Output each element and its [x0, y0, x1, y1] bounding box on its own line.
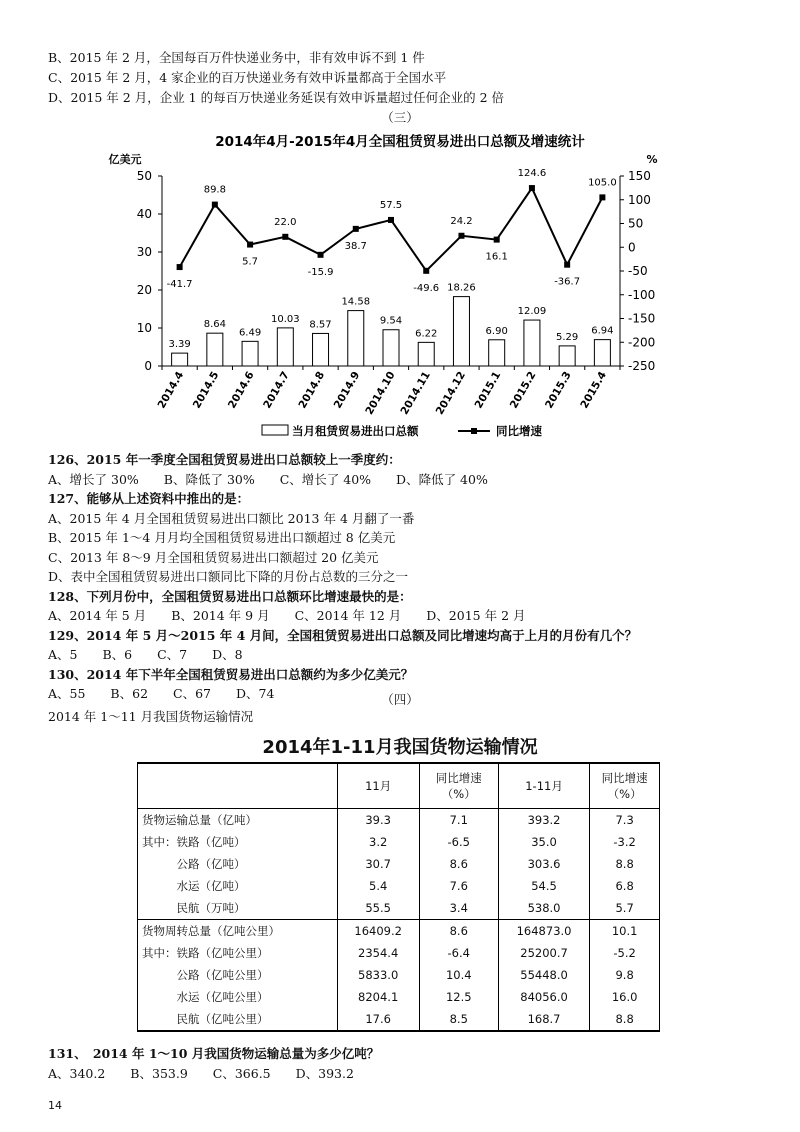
growth-point [212, 202, 218, 208]
chart-title: 2014年4月-2015年4月全国租赁贸易进出口总额及增速统计 [215, 134, 585, 150]
table-cell: 5.4 [337, 875, 419, 897]
growth-value-label: -49.6 [413, 282, 440, 294]
legend-line-marker [471, 428, 477, 434]
question-option-line: A、增长了 30% B、降低了 30% C、增长了 40% D、降低了 40% [48, 471, 488, 487]
x-tick-label: 2014.5 [190, 369, 222, 411]
table-cell: 5.7 [590, 897, 660, 920]
section-4-heading: （四） [381, 692, 419, 707]
y-tick-label: 40 [136, 207, 152, 221]
y2-tick-label: 50 [628, 216, 644, 231]
table-row [138, 942, 660, 964]
y2-tick-label: -50 [628, 264, 648, 278]
table-cell: 17.6 [337, 1008, 419, 1031]
y-tick-label: 30 [136, 245, 152, 259]
table-cell: 9.8 [590, 964, 660, 986]
table-row-label: 公路（亿吨公里） [138, 964, 338, 986]
y-tick-label: 0 [144, 359, 152, 373]
table-cell: 8204.1 [337, 986, 419, 1008]
table-row [138, 920, 660, 943]
x-tick-label: 2014.6 [226, 369, 257, 411]
bar-value-label: 3.39 [168, 339, 191, 351]
question-131-stem: 131、 2014 年 1～10 月我国货物运输总量为多少亿吨？ [48, 1046, 380, 1061]
table-cell: 303.6 [498, 853, 589, 875]
bar-value-label: 10.03 [270, 313, 300, 325]
growth-value-label: 57.5 [379, 199, 403, 211]
growth-point [564, 262, 570, 268]
bar-value-label: 6.22 [415, 328, 438, 340]
growth-value-label: 24.2 [450, 215, 473, 227]
bar [277, 328, 293, 366]
table-header-row [138, 763, 660, 809]
growth-point [458, 233, 464, 239]
growth-value-label: 16.1 [485, 251, 508, 263]
y2-tick-label: -150 [628, 311, 656, 326]
bar-value-label: 5.29 [556, 331, 579, 343]
x-tick-label: 2015.3 [543, 369, 574, 411]
table-cell: 7.6 [419, 875, 498, 897]
y-tick-label: 10 [136, 321, 152, 335]
table-cell: -6.5 [419, 831, 498, 853]
bar [594, 340, 610, 366]
question-stem: 129、2014 年 5 月～2015 年 4 月间，全国租赁贸易进出口总额及同比增速均高于上月的月份有几个？ [48, 627, 638, 643]
table-row-label: 公路（亿吨） [138, 853, 338, 875]
growth-value-label: 38.7 [344, 240, 367, 252]
lease-trade-chart [100, 128, 680, 458]
table-cell: 10.4 [419, 964, 498, 986]
option-d-line: D、2015 年 2 月，企业 1 的每百万快递业务延误有效申诉量超过任何企业的 2 倍 [48, 90, 505, 105]
x-tick-label: 2014.12 [433, 369, 469, 417]
table-row-label: 其中：铁路（亿吨） [138, 831, 338, 853]
y-tick-label: 50 [136, 169, 152, 183]
bar [453, 297, 469, 366]
table-cell: -3.2 [590, 831, 660, 853]
table-cell: 8.6 [419, 853, 498, 875]
question-option-line: B、2015 年 1～4 月月均全国租赁贸易进出口额超过 8 亿美元 [48, 530, 396, 545]
growth-point [599, 194, 605, 200]
bar [383, 330, 399, 366]
bar-value-label: 6.90 [485, 325, 508, 337]
table-row [138, 831, 660, 853]
table-cell: 2354.4 [337, 942, 419, 964]
x-tick-label: 2014.7 [261, 369, 292, 411]
table-row-label: 其中：铁路（亿吨公里） [138, 942, 338, 964]
growth-value-label: 5.7 [242, 256, 259, 268]
table-cell: 8.6 [419, 920, 498, 943]
y-tick-label: 20 [136, 283, 152, 297]
table-header-cell: 11月 [337, 763, 419, 809]
legend-line-label: 同比增速 [496, 424, 542, 438]
question-131-options: A、340.2 B、353.9 C、366.5 D、393.2 [48, 1066, 354, 1081]
growth-point [282, 234, 288, 240]
table-row [138, 809, 660, 832]
question-stem: 127、能够从上述资料中推出的是： [48, 491, 250, 506]
section-3-heading: （三） [381, 110, 419, 125]
x-tick-label: 2014.10 [363, 369, 398, 417]
table-cell: 6.8 [590, 875, 660, 897]
question-option-line: D、表中全国租赁贸易进出口额同比下降的月份占总数的三分之一 [48, 569, 409, 584]
table-row [138, 853, 660, 875]
table-header-cell [138, 763, 338, 809]
freight-table-title: 2014年1-11月我国货物运输情况 [262, 737, 538, 758]
bar-value-label: 9.54 [379, 315, 403, 327]
table-cell: 8.5 [419, 1008, 498, 1031]
x-tick-label: 2014.8 [296, 369, 328, 411]
table-cell: 10.1 [590, 920, 660, 943]
table-cell: 16409.2 [337, 920, 419, 943]
bar [348, 311, 364, 366]
table-cell: 3.4 [419, 897, 498, 920]
table-row-label: 民航（万吨） [138, 897, 338, 920]
bar [559, 346, 575, 366]
table-row [138, 897, 660, 920]
bar-value-label: 14.58 [341, 296, 371, 308]
page-number: 14 [48, 1099, 62, 1112]
growth-point [247, 242, 253, 248]
table-cell: 30.7 [337, 853, 419, 875]
bar-value-label: 18.26 [447, 282, 476, 294]
table-cell: 393.2 [498, 809, 589, 832]
bar [489, 340, 505, 366]
bar [242, 341, 258, 366]
table-row-label: 货物运输总量（亿吨） [138, 809, 338, 832]
table-cell: 5833.0 [337, 964, 419, 986]
question-option-line: A、2015 年 4 月全国租赁贸易进出口额比 2013 年 4 月翻了一番 [48, 510, 415, 526]
y2-tick-label: -200 [628, 335, 656, 350]
bar [313, 333, 329, 366]
table-cell: 35.0 [498, 831, 589, 853]
y2-tick-label: 0 [628, 240, 636, 255]
x-tick-label: 2014.9 [331, 369, 363, 411]
growth-point [494, 237, 500, 243]
table-cell: 164873.0 [498, 920, 589, 943]
bar [207, 333, 223, 366]
table-row [138, 964, 660, 986]
freight-table [137, 762, 660, 1032]
table-row-label: 水运（亿吨） [138, 875, 338, 897]
y2-tick-label: 150 [628, 169, 651, 183]
chart-y-axis-label: 亿美元 [108, 153, 142, 166]
bar-value-label: 6.94 [591, 325, 614, 337]
growth-value-label: 105.0 [588, 177, 617, 189]
growth-point [177, 264, 183, 270]
table-cell: 7.1 [419, 809, 498, 832]
table-cell: 25200.7 [498, 942, 589, 964]
question-stem: 128、下列月份中，全国租赁贸易进出口总额环比增速最快的是： [48, 588, 412, 604]
growth-value-label: -41.7 [166, 279, 193, 291]
table-cell: 54.5 [498, 875, 589, 897]
table-row-label: 货物周转总量（亿吨公里） [138, 920, 338, 943]
growth-value-label: -36.7 [554, 276, 581, 288]
table-header-cell: 同比增速（%） [590, 763, 660, 809]
table-cell: 12.5 [419, 986, 498, 1008]
table-cell: 84056.0 [498, 986, 589, 1008]
table-cell: 55.5 [337, 897, 419, 920]
table-row [138, 875, 660, 897]
table-row [138, 986, 660, 1008]
growth-point [318, 252, 324, 258]
y2-tick-label: -100 [628, 287, 656, 302]
chart-y2-axis-label: % [646, 153, 658, 166]
x-tick-label: 2015.4 [578, 369, 609, 411]
growth-value-label: 89.8 [203, 184, 226, 196]
question-option-line: A、5 B、6 C、7 D、8 [48, 647, 243, 662]
table-cell: -5.2 [590, 942, 660, 964]
table-cell: 3.2 [337, 831, 419, 853]
y2-tick-label: -250 [628, 359, 656, 373]
growth-value-label: 22.0 [274, 216, 297, 228]
question-option-line: A、55 B、62 C、67 D、74 [48, 686, 275, 701]
x-tick-label: 2015.1 [472, 369, 504, 411]
table-cell: 55448.0 [498, 964, 589, 986]
table-cell: 8.8 [590, 853, 660, 875]
bar-value-label: 6.49 [238, 327, 262, 339]
table-cell: 538.0 [498, 897, 589, 920]
option-b-line: B、2015 年 2 月，全国每百万件快递业务中，非有效申诉不到 1 件 [48, 50, 425, 65]
table-header-cell: 同比增速（%） [419, 763, 498, 809]
table-cell: 168.7 [498, 1008, 589, 1031]
growth-point [388, 217, 394, 223]
growth-point [423, 268, 429, 274]
option-c-line: C、2015 年 2 月，4 家企业的百万快递业务有效申诉量都高于全国水平 [48, 70, 447, 85]
table-cell: 7.3 [590, 809, 660, 832]
legend-bar-swatch [262, 425, 288, 435]
question-stem: 130、2014 年下半年全国租赁贸易进出口总额约为多少亿美元？ [48, 666, 414, 682]
growth-value-label: 124.6 [517, 168, 547, 180]
legend-bar-label: 当月租赁贸易进出口总额 [292, 424, 419, 438]
table-header-cell: 1-11月 [498, 763, 589, 809]
bar [418, 342, 434, 366]
table-cell: 8.8 [590, 1008, 660, 1031]
table-row [138, 1008, 660, 1031]
bar-value-label: 8.57 [309, 319, 332, 331]
y2-tick-label: 100 [628, 192, 651, 207]
table-cell: -6.4 [419, 942, 498, 964]
table-row-label: 水运（亿吨公里） [138, 986, 338, 1008]
section-4-intro: 2014 年 1～11 月我国货物运输情况 [48, 709, 254, 724]
question-stem: 126、2015 年一季度全国租赁贸易进出口总额较上一季度约： [48, 452, 401, 467]
table-cell: 16.0 [590, 986, 660, 1008]
x-tick-label: 2014.4 [155, 369, 187, 411]
bar [524, 320, 540, 366]
bar [172, 353, 188, 366]
bar-value-label: 12.09 [517, 306, 547, 318]
table-row-label: 民航（亿吨公里） [138, 1008, 338, 1031]
question-option-line: C、2013 年 8～9 月全国租赁贸易进出口额超过 20 亿美元 [48, 549, 379, 565]
growth-point [529, 185, 535, 191]
table-cell: 39.3 [337, 809, 419, 832]
growth-value-label: -15.9 [307, 266, 334, 278]
bar-value-label: 8.64 [203, 319, 226, 331]
question-option-line: A、2014 年 5 月 B、2014 年 9 月 C、2014 年 12 月 D、2015 年 2 月 [48, 608, 526, 623]
x-tick-label: 2014.11 [398, 369, 433, 417]
x-tick-label: 2015.2 [507, 369, 539, 411]
growth-point [353, 226, 359, 232]
